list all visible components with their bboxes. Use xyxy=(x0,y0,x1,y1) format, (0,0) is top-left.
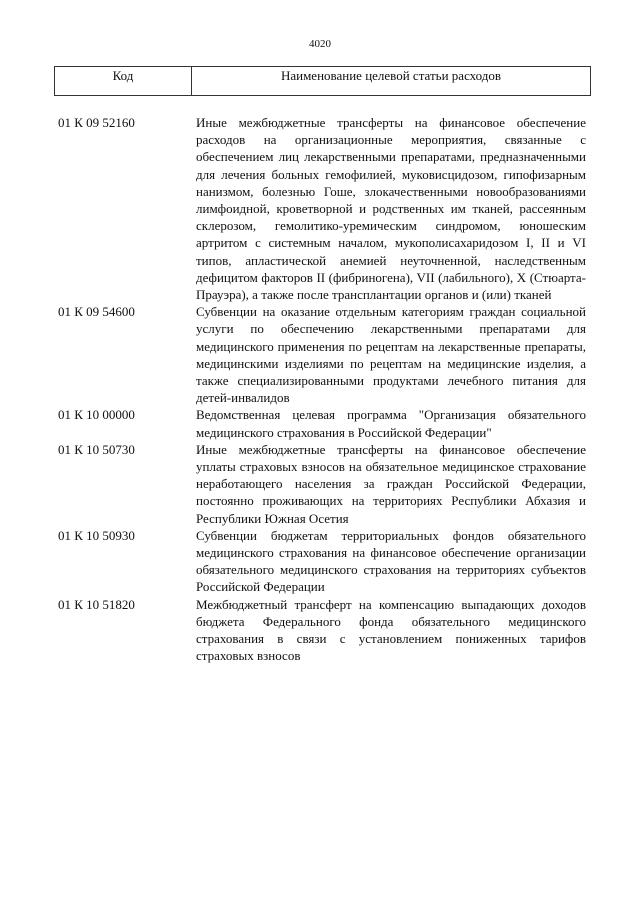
table-row xyxy=(58,596,586,665)
table-row xyxy=(58,303,586,406)
row-description: Иные межбюджетные трансферты на финансовое обеспечение расходов на организационные мероприятия, связанные с обеспечением лиц лекарственными препаратами, предназначенными для лечения больных гемофилией, муковисцидозом, гипофизарным нанизмом, болезнью Гоше, злокачественными новообразованиями лимфоидной, кроветворной и родственных им тканей, рассеянным склерозом, гемолитико-уремическим синдромом, юношеским артритом с системным началом, мукополисахаридозом I, II и VI типов, апластической анемией неуточненной, наследственным дефицитом факторов II (фибриногена), VII (лабильного), X (Стюарта-Прауэра), а также после трансплантации органов и (или) тканей xyxy=(196,115,586,303)
table-row xyxy=(58,527,586,596)
row-description: Субвенции бюджетам территориальных фондов обязательного медицинского страхования на финансовое обеспечение организации обязательного медицинского страхования на территориях субъектов Российской Федерации xyxy=(196,527,586,595)
table-row xyxy=(58,406,586,440)
row-code: 01 К 10 00000 xyxy=(58,407,135,423)
row-code: 01 К 10 50930 xyxy=(58,527,135,543)
table-row xyxy=(58,114,586,303)
table-row xyxy=(58,441,586,527)
table-header xyxy=(54,66,591,96)
page-number: 4020 xyxy=(309,38,331,50)
row-code: 01 К 10 51820 xyxy=(58,596,135,612)
row-description: Межбюджетный трансферт на компенсацию выпадающих доходов бюджета Федерального фонда обязательного медицинского страхования в связи с установлением пониженных тарифов страховых взносов xyxy=(196,596,586,664)
table-body xyxy=(58,114,586,665)
row-description: Ведомственная целевая программа "Организация обязательного медицинского страхования в Российской Федерации" xyxy=(196,407,586,440)
header-code: Код xyxy=(55,67,192,95)
row-code: 01 К 09 54600 xyxy=(58,304,135,320)
row-description: Иные межбюджетные трансферты на финансовое обеспечение уплаты страховых взносов на обязательное медицинское страхование неработающего населения за граждан Российской Федерации, постоянно проживающих на территориях Республики Абхазия и Республики Южная Осетия xyxy=(196,441,586,526)
row-description: Субвенции на оказание отдельным категориям граждан социальной услуги по обеспечению лекарственными препаратами для медицинского применения по рецептам на лекарственные препараты, медицинскими изделиями по рецептам на медицинские изделия, а также специализированными продуктами лечебного питания для детей-инвалидов xyxy=(196,304,586,406)
header-name: Наименование целевой статьи расходов xyxy=(280,68,502,83)
row-code: 01 К 10 50730 xyxy=(58,441,135,457)
row-code: 01 К 09 52160 xyxy=(58,115,135,130)
